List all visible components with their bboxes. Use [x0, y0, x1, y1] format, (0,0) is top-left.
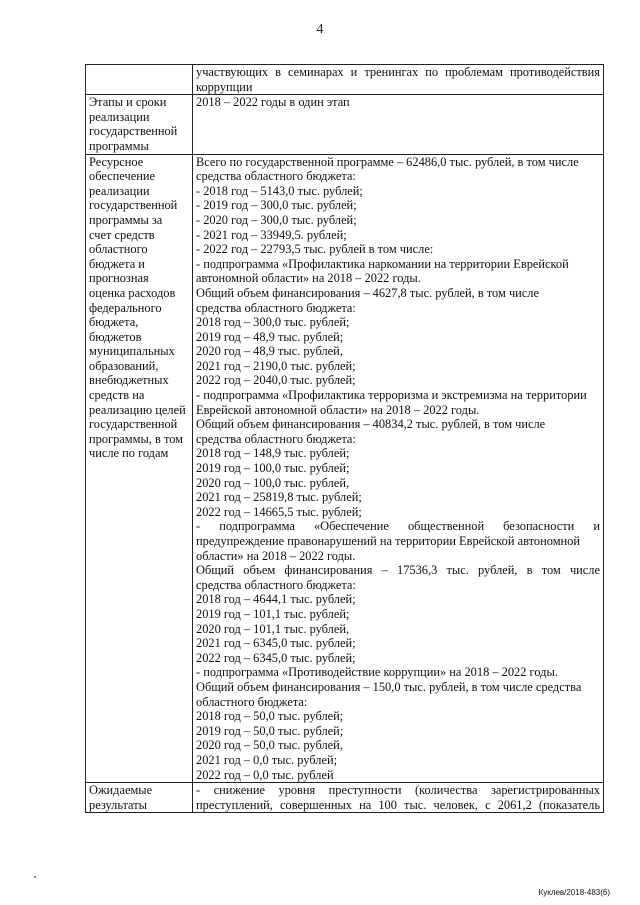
content-line: - подпрограмма «Профилактика терроризма и экстремизма на территории	[196, 388, 587, 403]
content-line: - подпрограмма «Обеспечение общественной безопасности и	[196, 519, 600, 534]
label-line: муниципальных	[89, 344, 175, 359]
table-row-stages	[86, 95, 604, 154]
content-line: - 2022 год – 22793,5 тыс. рублей в том числе:	[196, 242, 434, 257]
label-line: реализации	[89, 183, 150, 198]
content-line: Всего по государственной программе – 62486,0 тыс. рублей, в том числе	[196, 154, 579, 169]
label-line: средств на	[89, 388, 145, 403]
label-line: реализации	[89, 109, 150, 124]
content-line: автономной области» на 2018 – 2022 годы.	[196, 271, 421, 286]
content-line: Общий объем финансирования – 150,0 тыс. рублей, в том числе средства	[196, 679, 582, 694]
content-line: 2022 год – 2040,0 тыс. рублей;	[196, 373, 356, 388]
label-line: образований,	[89, 358, 159, 373]
row-content-cell	[193, 154, 604, 783]
label-line: реализацию целей	[89, 402, 186, 417]
content-line: 2018 год – 300,0 тыс. рублей;	[196, 315, 350, 330]
content-line: - подпрограмма «Противодействие коррупции» на 2018 – 2022 годы.	[196, 665, 558, 680]
label-line: бюджетов	[89, 329, 142, 344]
content-line: 2021 год – 0,0 тыс. рублей;	[196, 752, 338, 767]
label-line: бюджета,	[89, 315, 139, 330]
table-row-continuation	[86, 65, 604, 95]
content-line: 2021 год – 25819,8 тыс. рублей;	[196, 490, 362, 505]
label-line: внебюджетных	[89, 373, 169, 388]
page-number: 4	[316, 22, 324, 37]
content-line: 2020 год – 48,9 тыс. рублей,	[196, 344, 343, 359]
content-line: предупреждение правонарушений на территории Еврейской автономной	[196, 534, 580, 548]
content-line: 2019 год – 48,9 тыс. рублей;	[196, 329, 344, 344]
content-line: 2021 год – 2190,0 тыс. рублей;	[196, 358, 356, 373]
label-line: бюджета и	[89, 256, 145, 271]
label-line: программы, в том	[89, 431, 184, 446]
row-content-cell	[193, 65, 604, 95]
content-line: - 2021 год – 33949,5. рублей;	[196, 227, 347, 242]
row-label-cell	[86, 154, 193, 783]
content-line: 2018 год – 148,9 тыс. рублей;	[196, 446, 350, 461]
content-line: участвующих в семинарах и тренингах по проблемам противодействия	[196, 65, 600, 79]
scan-speck	[34, 876, 36, 878]
row-label-cell	[86, 783, 193, 813]
content-line: 2020 год – 101,1 тыс. рублей,	[196, 621, 350, 636]
table-row-results	[86, 783, 604, 813]
label-line: Ресурсное	[89, 154, 144, 169]
row-label-cell	[86, 95, 193, 154]
content-line: - 2019 год – 300,0 тыс. рублей;	[196, 198, 357, 213]
content-line: 2018 год – 4644,1 тыс. рублей;	[196, 592, 356, 607]
label-line: государственной	[89, 417, 178, 432]
label-line: Ожидаемые	[89, 783, 153, 798]
content-line: 2020 год – 100,0 тыс. рублей,	[196, 475, 350, 490]
row-content-cell	[193, 783, 604, 813]
content-line: средства областного бюджета:	[196, 169, 356, 184]
program-passport-table	[85, 64, 604, 813]
label-line: государственной	[89, 198, 178, 213]
label-line: обеспечение	[89, 169, 155, 184]
label-line: государственной	[89, 124, 178, 139]
label-line: Этапы и сроки	[89, 95, 167, 110]
content-line: коррупции	[196, 79, 253, 94]
row-content-cell	[193, 95, 604, 154]
content-line: 2022 год – 14665,5 тыс. рублей;	[196, 504, 362, 519]
content-line: Общий объем финансирования – 4627,8 тыс. рублей, в том числе	[196, 285, 539, 300]
content-line: Еврейской автономной области» на 2018 – 2022 годы.	[196, 402, 480, 417]
content-line: 2018 – 2022 годы в один этап	[196, 95, 350, 110]
label-line: областного	[89, 242, 148, 257]
table-row-resources	[86, 154, 604, 783]
label-line: федерального	[89, 300, 162, 315]
label-line: программы	[89, 138, 149, 153]
content-line: 2022 год – 0,0 тыс. рублей	[196, 767, 334, 782]
content-line: 2019 год – 50,0 тыс. рублей;	[196, 723, 344, 738]
row-label-cell	[86, 65, 193, 95]
label-line: прогнозная	[89, 271, 149, 286]
content-line: 2021 год – 6345,0 тыс. рублей;	[196, 636, 356, 651]
document-footer-code: Куклев/2018-483(6)	[538, 888, 610, 897]
label-line: счет средств	[89, 227, 155, 242]
content-line: средства областного бюджета:	[196, 577, 356, 592]
content-line: 2020 год – 50,0 тыс. рублей,	[196, 738, 343, 753]
label-line: числе по годам	[89, 446, 169, 461]
label-line: программы за	[89, 212, 163, 227]
content-line: - снижение уровня преступности (количества зарегистрированных	[196, 783, 600, 798]
label-line: результаты	[89, 797, 147, 812]
content-line: средства областного бюджета:	[196, 431, 356, 446]
content-line: Общий объем финансирования – 40834,2 тыс. рублей, в том числе	[196, 417, 546, 432]
content-line: 2019 год – 101,1 тыс. рублей;	[196, 606, 350, 621]
content-line: средства областного бюджета:	[196, 300, 356, 315]
content-line: - подпрограмма «Профилактика наркомании на территории Еврейской	[196, 256, 569, 271]
content-line: 2022 год – 6345,0 тыс. рублей;	[196, 650, 356, 665]
label-line: оценка расходов	[89, 285, 176, 300]
content-line: 2018 год – 50,0 тыс. рублей;	[196, 709, 344, 724]
content-line: области» на 2018 – 2022 годы.	[196, 548, 356, 563]
content-line: - 2020 год – 300,0 тыс. рублей;	[196, 212, 357, 227]
content-line: преступлений, совершенных на 100 тыс. человек, с 2061,2 (показатель	[196, 797, 600, 812]
content-line: Общий объем финансирования – 17536,3 тыс. рублей, в том числе	[196, 563, 600, 578]
content-line: - 2018 год – 5143,0 тыс. рублей;	[196, 183, 363, 198]
content-line: областного бюджета:	[196, 694, 308, 709]
content-line: 2019 год – 100,0 тыс. рублей;	[196, 461, 350, 476]
